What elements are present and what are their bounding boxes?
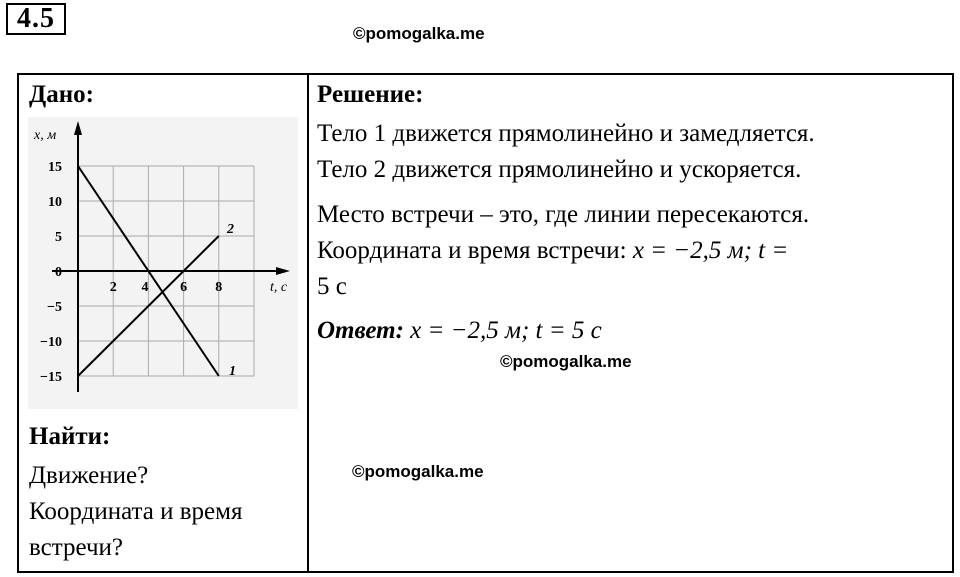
svg-text:6: 6 (180, 280, 188, 295)
find-line-3: встречи? (29, 534, 124, 561)
graph-svg (28, 117, 298, 409)
problem-number: 4.5 (6, 3, 66, 35)
svg-text:10: 10 (48, 195, 62, 210)
answer-label: Ответ: (317, 317, 404, 344)
svg-text:2: 2 (109, 280, 117, 295)
watermark-middle: ©pomogalka.me (500, 352, 632, 371)
svg-text:0: 0 (55, 265, 62, 280)
watermark-bottom: ©pomogalka.me (352, 462, 484, 481)
solution-line-4 (317, 236, 788, 266)
find-line-2: Координата и время (29, 498, 243, 525)
svg-text:−5: −5 (47, 300, 62, 315)
watermark-top: ©pomogalka.me (353, 24, 485, 43)
solution-line-2: Тело 2 движется прямолинейно и ускоряется. (317, 156, 802, 183)
given-column (19, 75, 307, 571)
svg-text:−15: −15 (40, 370, 62, 385)
find-title: Найти: (29, 423, 111, 450)
solution-line-3: Место встречи – это, где линии пересекаются. (317, 201, 810, 228)
solution-table (17, 73, 954, 573)
svg-text:1: 1 (229, 364, 236, 379)
solution-line-1: Тело 1 движется прямолинейно и замедляется. (317, 120, 815, 147)
svg-text:2: 2 (227, 222, 234, 237)
svg-text:4: 4 (141, 280, 149, 295)
answer-line (317, 316, 602, 346)
find-line-1: Движение? (29, 462, 149, 489)
svg-text:8: 8 (215, 280, 223, 295)
answer-math: x = −2,5 м; t = 5 с (410, 317, 602, 344)
svg-text:15: 15 (48, 160, 62, 175)
svg-text:x, м: x, м (34, 128, 57, 143)
motion-graph (28, 117, 298, 409)
given-title: Дано: (29, 81, 94, 108)
svg-text:t, с: t, с (270, 280, 288, 295)
meeting-text: Координата и время встречи: (317, 237, 633, 264)
solution-column (309, 75, 952, 571)
meeting-math: x = −2,5 м; t = (632, 237, 789, 264)
solution-title: Решение: (317, 81, 424, 108)
svg-text:5: 5 (55, 230, 62, 245)
svg-text:−10: −10 (40, 335, 62, 350)
solution-line-5: 5 с (317, 273, 347, 300)
